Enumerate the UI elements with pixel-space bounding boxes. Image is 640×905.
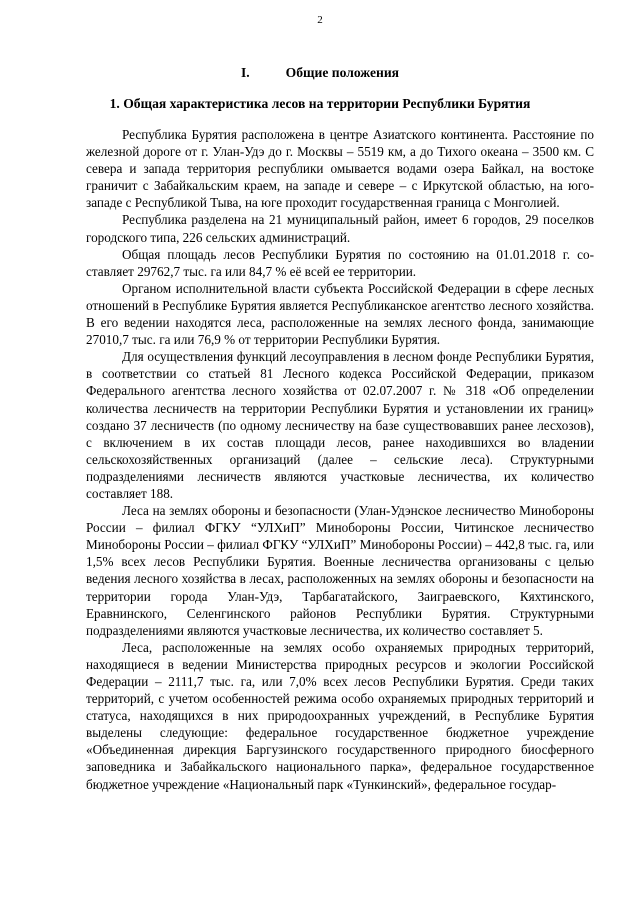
paragraph-defense-lands: Леса на землях обороны и безопасности (Улан-Удэнское лесничество Минобороны России – филиал ФГКУ “УЛХиП” Минобороны России, Читинское лесничество Минобороны России – филиал ФГКУ “УЛХиП” Минобороны России) – 442,8 тыс. га, или 1,5% всех лесов Республики Бурятия. Военные лесничества организованы с целью ведения лесного хозяйства в лесах, расположенных на землях обороны и безопасности на территории города Улан-Удэ, Тарбагатайского, Заиграевского, Кяхтинского, Еравнинского, Селенгинского районов Республики Бурятия. Структурными подразделениями являются участковые лесничества, их количество составляет 5.: [86, 503, 594, 638]
paragraph-forestries: Для осуществления функций лесоуправления в лесном фонде Республики Бурятия, в соответствии со статьей 81 Лесного кодекса Российской Федерации, приказом Федерального агентства лесного хозяйства от 02.07.2007 г. № 318 «Об определении количества лесничеств на территории Республики Бурятия и установлении их границ» создано 37 лесничеств (по одному лесничеству на базе существовавших ранее лесхозов), с включением в их состав площади лесов, ранее находившихся во владении сельскохозяйственных организаций (далее – сельские леса). Структурными подразделениями лесничеств являются участковые лесничества, их количество составляет 188.: [86, 349, 594, 501]
paragraph-municipal-division: Республика разделена на 21 муниципальный район, имеет 6 городов, 29 поселков городского типа, 226 сельских администраций.: [86, 212, 594, 245]
page-number: 2: [317, 14, 323, 26]
paragraph-forestry-agency: Органом исполнительной власти субъекта Российской Федерации в сфере лесных отношений в Республике Бурятия является Республиканское агентство лесного хозяйства. В его ведении находятся леса, расположенные на землях лесного фонда, занимающие 27010,7 тыс. га или 76,9 % от территории Республики Бурятия.: [86, 280, 594, 348]
paragraph-protected-areas: Леса, расположенные на землях особо охраняемых природных территорий, находящиеся в ведении Министерства природных ресурсов и экологии Российской Федерации – 2111,7 тыс. га, или 7,0% всех лесов Республики Бурятия. Среди таких территорий, с учетом особенностей режима особо охраняемых природных территорий и статуса, находящихся в них природоохранных учреждений, в Республике Бурятия выделены следующие: федеральное государственное бюджетное учреждение «Объединенная дирекция Баргузинского государственного природного биосферного заповедника и Забайкальского национального парка», федеральное государственное бюджетное учреждение «Национальный парк «Тункинский», федеральное государ-: [86, 639, 594, 792]
paragraph-location: Республика Бурятия расположена в центре Азиатского континента. Расстояние по железной дороге от г. Улан-Удэ до г. Москвы – 5519 км, а до Тихого океана – 3500 км. С севера и запада территория республики омывается водами озера Байкал, на востоке граничит с Забайкальским краем, на западе и севере – с Иркутской областью, на юго-западе с Республикой Тыва, на юге проходит государственная граница с Монголией.: [86, 127, 594, 211]
paragraph-forest-area: Общая площадь лесов Республики Бурятия по состоянию на 01.01.2018 г. составляет 29762,7 тыс. га или 84,7 % её всей ее территории.: [86, 246, 594, 279]
section-title: Общие положения: [285, 65, 400, 80]
section-heading: [0, 64, 640, 82]
body-text: [86, 126, 594, 793]
subsection-title: 1. Общая характеристика лесов на территории Республики Бурятия: [109, 96, 531, 111]
section-number: I.: [240, 65, 250, 80]
